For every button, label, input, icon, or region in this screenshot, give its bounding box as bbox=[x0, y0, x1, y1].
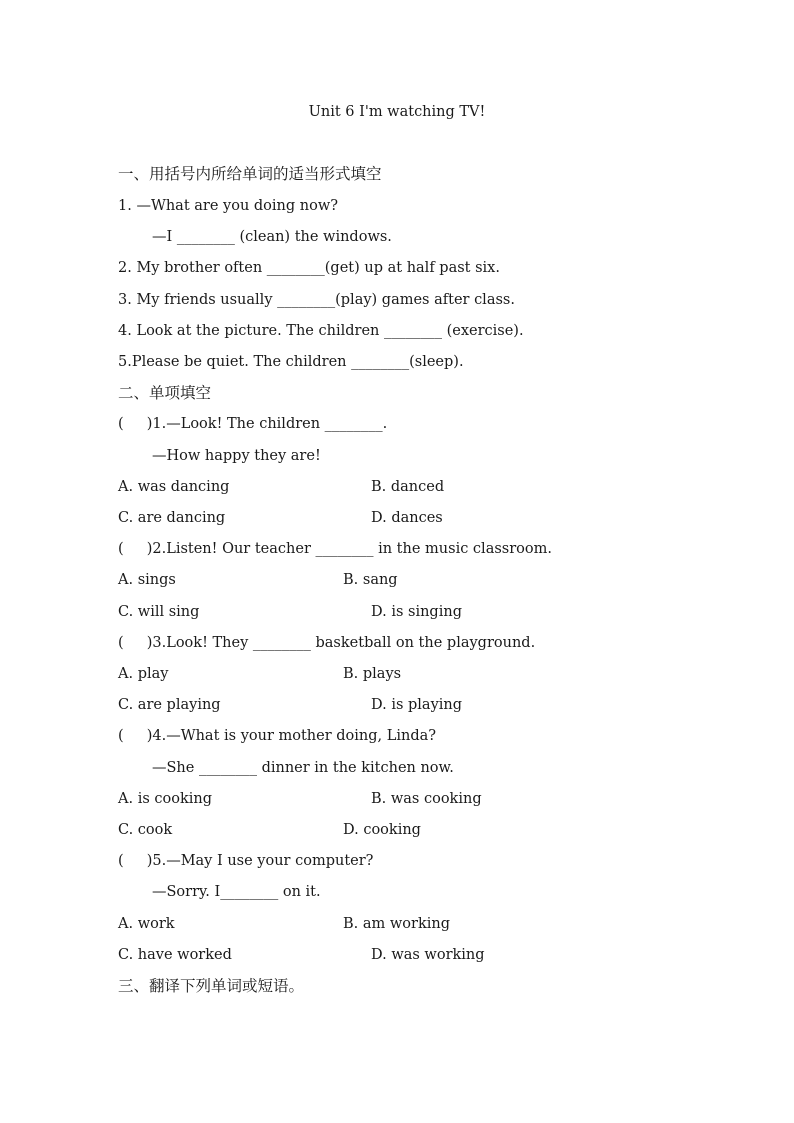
q2-stem: ( )2.Listen! Our teacher ________ in the music classroom. bbox=[118, 541, 552, 557]
q2-option-c: C. will sing bbox=[118, 604, 200, 620]
q5-option-a: A. work bbox=[118, 916, 175, 932]
s1-item-2: 2. My brother often ________(get) up at half past six. bbox=[118, 260, 500, 276]
q4-option-d: D. cooking bbox=[343, 822, 421, 838]
q5-reply: —Sorry. I________ on it. bbox=[152, 884, 321, 900]
q4-option-a: A. is cooking bbox=[118, 791, 213, 807]
s1-item-3: 3. My friends usually ________(play) games after class. bbox=[118, 292, 515, 308]
q3-option-d: D. is playing bbox=[371, 697, 463, 713]
q2-option-d: D. is singing bbox=[371, 604, 462, 620]
s1-item-4: 4. Look at the picture. The children ________ (exercise). bbox=[118, 323, 524, 339]
section2-heading: 二、单项填空 bbox=[118, 384, 212, 402]
s1-item-1-reply: —I ________ (clean) the windows. bbox=[152, 229, 392, 245]
q1-reply: —How happy they are! bbox=[152, 448, 321, 464]
q4-reply: —She ________ dinner in the kitchen now. bbox=[152, 760, 454, 776]
q1-option-d: D. dances bbox=[371, 510, 443, 526]
q3-option-b: B. plays bbox=[343, 666, 402, 682]
q4-option-b: B. was cooking bbox=[371, 791, 482, 807]
q4-option-c: C. cook bbox=[118, 822, 173, 838]
q1-option-c: C. are dancing bbox=[118, 510, 226, 526]
q3-option-a: A. play bbox=[118, 666, 169, 682]
q3-stem: ( )3.Look! They ________ basketball on the playground. bbox=[118, 635, 536, 651]
q2-option-b: B. sang bbox=[343, 572, 398, 588]
q1-option-b: B. danced bbox=[371, 479, 445, 495]
s1-item-5: 5.Please be quiet. The children ________(sleep). bbox=[118, 354, 464, 370]
section1-heading: 一、用括号内所给单词的适当形式填空 bbox=[118, 165, 382, 183]
q1-stem: ( )1.—Look! The children ________. bbox=[118, 416, 388, 432]
s1-item-1: 1. —What are you doing now? bbox=[118, 198, 339, 214]
q1-option-a: A. was dancing bbox=[118, 479, 230, 495]
q3-option-c: C. are playing bbox=[118, 697, 221, 713]
section3-heading: 三、翻译下列单词或短语。 bbox=[118, 977, 305, 995]
q4-stem: ( )4.—What is your mother doing, Linda? bbox=[118, 728, 437, 744]
q5-stem: ( )5.—May I use your computer? bbox=[118, 853, 374, 869]
q5-option-c: C. have worked bbox=[118, 947, 232, 963]
q5-option-b: B. am working bbox=[343, 916, 450, 932]
q5-option-d: D. was working bbox=[371, 947, 485, 963]
page-title: Unit 6 I'm watching TV! bbox=[308, 104, 486, 120]
q2-option-a: A. sings bbox=[118, 572, 176, 588]
